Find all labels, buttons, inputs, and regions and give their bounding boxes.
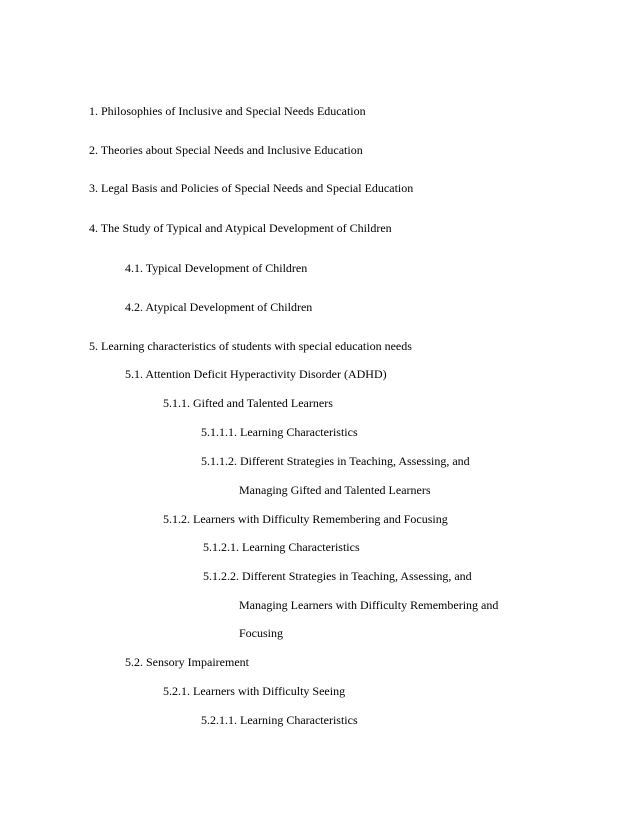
outline-item-5-1-2: 5.1.2. Learners with Difficulty Remembering and Focusing — [163, 512, 448, 526]
outline-item-5-1-1-2-continued: Managing Gifted and Talented Learners — [239, 483, 431, 497]
outline-item-5-1-2-2-continued-2: Focusing — [239, 626, 284, 640]
outline-item-5-1-2-2: 5.1.2.2. Different Strategies in Teaching, Assessing, and — [203, 569, 472, 583]
outline-item-1: 1. Philosophies of Inclusive and Special Needs Education — [89, 104, 366, 118]
outline-item-5-2: 5.2. Sensory Impairement — [125, 655, 249, 669]
outline-item-4: 4. The Study of Typical and Atypical Development of Children — [89, 221, 392, 235]
outline-item-2: 2. Theories about Special Needs and Inclusive Education — [89, 143, 363, 157]
outline-item-5-1-1: 5.1.1. Gifted and Talented Learners — [163, 396, 333, 410]
outline-item-5-1: 5.1. Attention Deficit Hyperactivity Disorder (ADHD) — [125, 367, 387, 381]
outline-item-5-1-2-2-continued: Managing Learners with Difficulty Remembering and — [239, 598, 499, 612]
outline-item-5-2-1: 5.2.1. Learners with Difficulty Seeing — [163, 684, 346, 698]
outline-item-3: 3. Legal Basis and Policies of Special Needs and Special Education — [89, 181, 414, 195]
outline-item-4-2: 4.2. Atypical Development of Children — [125, 300, 313, 314]
outline-item-4-1: 4.1. Typical Development of Children — [125, 261, 308, 275]
outline-item-5-1-2-1: 5.1.2.1. Learning Characteristics — [203, 540, 360, 554]
outline-item-5-1-1-2: 5.1.1.2. Different Strategies in Teaching, Assessing, and — [201, 454, 470, 468]
outline-item-5: 5. Learning characteristics of students with special education needs — [89, 339, 412, 353]
outline-item-5-2-1-1: 5.2.1.1. Learning Characteristics — [201, 713, 358, 727]
outline-item-5-1-1-1: 5.1.1.1. Learning Characteristics — [201, 425, 358, 439]
